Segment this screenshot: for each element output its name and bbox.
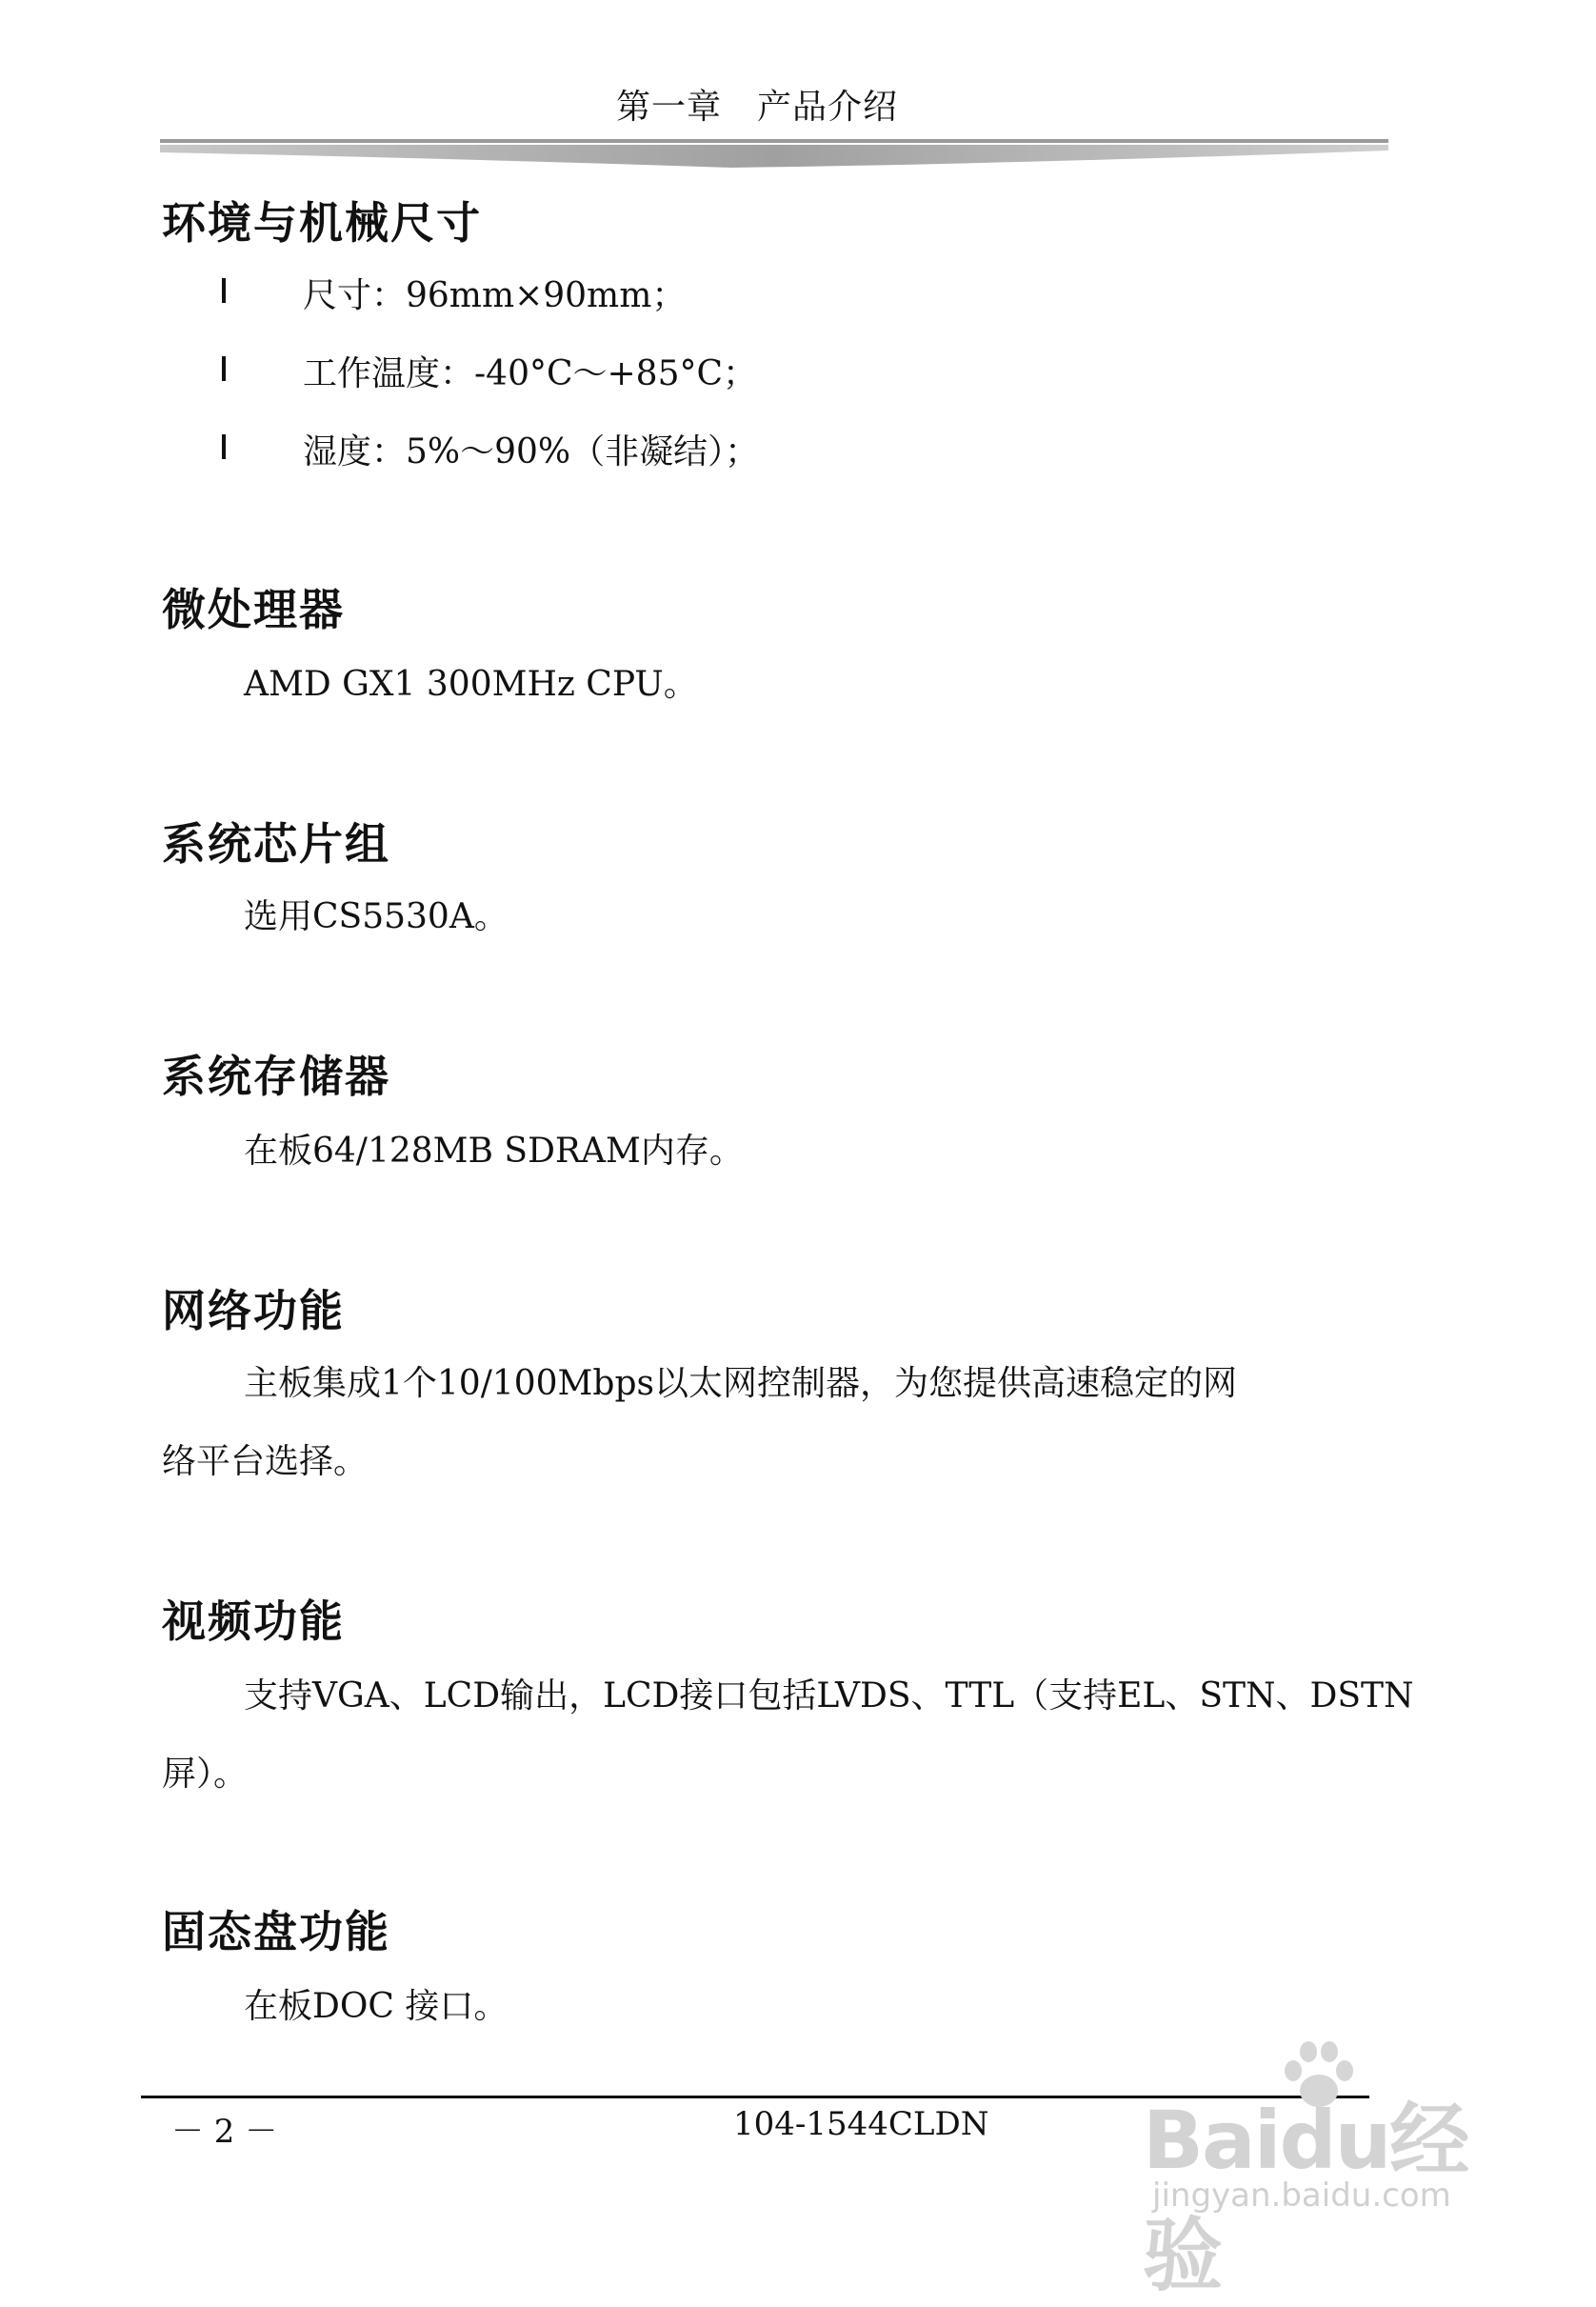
paragraph-line: 屏）。	[162, 1755, 249, 1794]
watermark-url: jingyan.baidu.com	[1152, 2177, 1451, 2215]
paragraph: 在板DOC 接口。	[244, 1987, 509, 2026]
section-heading: 微处理器	[162, 584, 345, 635]
paragraph: 在板64/128MB SDRAM内存。	[244, 1132, 744, 1171]
bullet-marker	[222, 278, 226, 303]
section-heading: 系统存储器	[162, 1051, 390, 1102]
bullet-text: 湿度：5%～90%（非凝结）；	[303, 432, 760, 471]
chapter-title: 第一章 产品介绍	[615, 88, 898, 127]
bullet-text: 工作温度：-40°C～+85°C；	[303, 354, 758, 393]
section-heading: 视频功能	[162, 1595, 345, 1647]
section-heading: 固态盘功能	[162, 1906, 390, 1957]
section-heading: 网络功能	[162, 1285, 345, 1336]
header-rule	[160, 139, 1388, 175]
paragraph-line: 主板集成1个10/100Mbps以太网控制器，为您提供高速稳定的网	[244, 1364, 1237, 1403]
model-number: 104-1544CLDN	[733, 2105, 989, 2143]
bullet-text: 尺寸：96mm×90mm；	[303, 276, 687, 315]
watermark-brand: Baidu经验	[1143, 2094, 1468, 2302]
section-heading: 环境与机械尺寸	[162, 197, 482, 249]
page-number: － 2 －	[171, 2113, 278, 2151]
bullet-marker	[222, 356, 226, 381]
paragraph: AMD GX1 300MHz CPU。	[244, 665, 698, 704]
paragraph-line: 络平台选择。	[162, 1442, 369, 1481]
paragraph-line: 支持VGA、LCD输出，LCD接口包括LVDS、TTL（支持EL、STN、DSTN	[244, 1676, 1414, 1715]
section-heading: 系统芯片组	[162, 818, 390, 870]
paragraph: 选用CS5530A。	[244, 897, 509, 936]
baidu-watermark	[1133, 2038, 1533, 2302]
bullet-marker	[222, 434, 226, 459]
